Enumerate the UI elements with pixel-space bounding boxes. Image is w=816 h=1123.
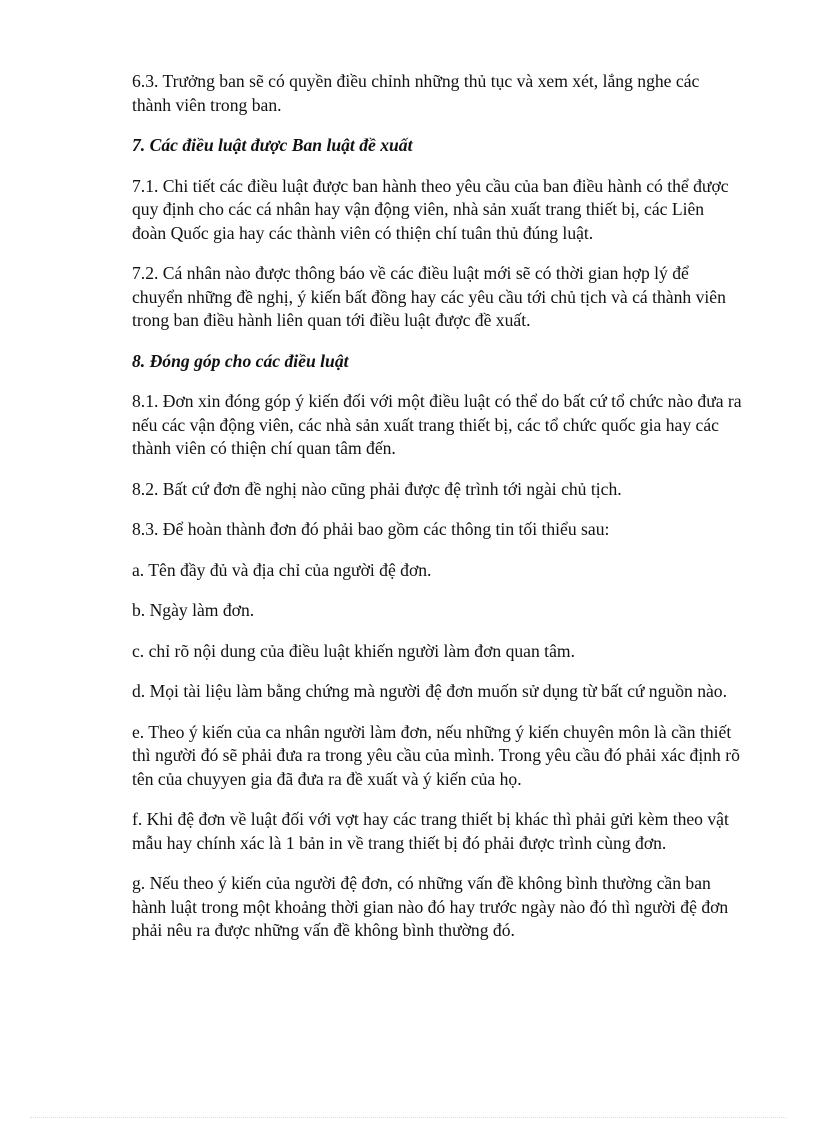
list-item-g: g. Nếu theo ý kiến của người đệ đơn, có những vấn đề không bình thường cần ban hành luật trong một khoảng thời gian nào đó hay trước ngày nào đó thì người đệ đơn phải nêu ra được những vấn đề không bình thường đó. bbox=[132, 873, 729, 940]
paragraph-8-2: 8.2. Bất cứ đơn đề nghị nào cũng phải được đệ trình tới ngài chủ tịch. bbox=[132, 478, 622, 499]
list-item-c: c. chỉ rõ nội dung của điều luật khiến người làm đơn quan tâm. bbox=[132, 640, 575, 661]
list-item-b: b. Ngày làm đơn. bbox=[132, 600, 255, 620]
list-item-f: f. Khi đệ đơn về luật đối với vợt hay các trang thiết bị khác thì phải gửi kèm theo vật mẫu hay chính xác là 1 bản in về trang thiết bị đó phải được trình cùng đơn. bbox=[132, 809, 729, 853]
paragraph-8-3: 8.3. Để hoàn thành đơn đó phải bao gồm các thông tin tối thiểu sau: bbox=[132, 519, 610, 539]
list-item-a: a. Tên đầy đủ và địa chỉ của người đệ đơn. bbox=[132, 559, 432, 580]
paragraph-6-3: 6.3. Trưởng ban sẽ có quyền điều chỉnh những thủ tục và xem xét, lắng nghe các thành viên trong ban. bbox=[132, 71, 700, 115]
document-body bbox=[132, 70, 742, 960]
paragraph-7-1: 7.1. Chi tiết các điều luật được ban hành theo yêu cầu của ban điều hành có thể được quy định cho các cá nhân hay vận động viên, nhà sản xuất trang thiết bị, các Liên đoàn Quốc gia hay các thành viên có thiện chí tuân thủ đúng luật. bbox=[132, 175, 729, 243]
section-heading-8: 8. Đóng góp cho các điều luật bbox=[132, 350, 349, 371]
list-item-e: e. Theo ý kiến của ca nhân người làm đơn, nếu những ý kiến chuyên môn là cần thiết thì người đó sẽ phải đưa ra trong yêu cầu của mình. Trong yêu cầu đó phải xác định rõ tên của chuyyen gia đã đưa ra đề xuất và ý kiến của họ. bbox=[132, 721, 740, 789]
page-bottom-divider bbox=[30, 1117, 786, 1118]
list-item-d: d. Mọi tài liệu làm bằng chứng mà người đệ đơn muốn sử dụng từ bất cứ nguồn nào. bbox=[132, 681, 727, 701]
section-heading-7: 7. Các điều luật được Ban luật đề xuất bbox=[132, 135, 413, 155]
paragraph-8-1: 8.1. Đơn xin đóng góp ý kiến đối với một điều luật có thể do bất cứ tổ chức nào đưa ra nếu các vận động viên, các nhà sản xuất trang thiết bị, các tổ chức quốc gia hay các thành viên có thiện chí quan tâm đến. bbox=[132, 391, 742, 458]
paragraph-7-2: 7.2. Cá nhân nào được thông báo về các điều luật mới sẽ có thời gian hợp lý để chuyển những đề nghị, ý kiến bất đồng hay các yêu cầu tới chủ tịch và cá thành viên trong ban điều hành liên quan tới điều luật được đề xuất. bbox=[132, 263, 726, 330]
